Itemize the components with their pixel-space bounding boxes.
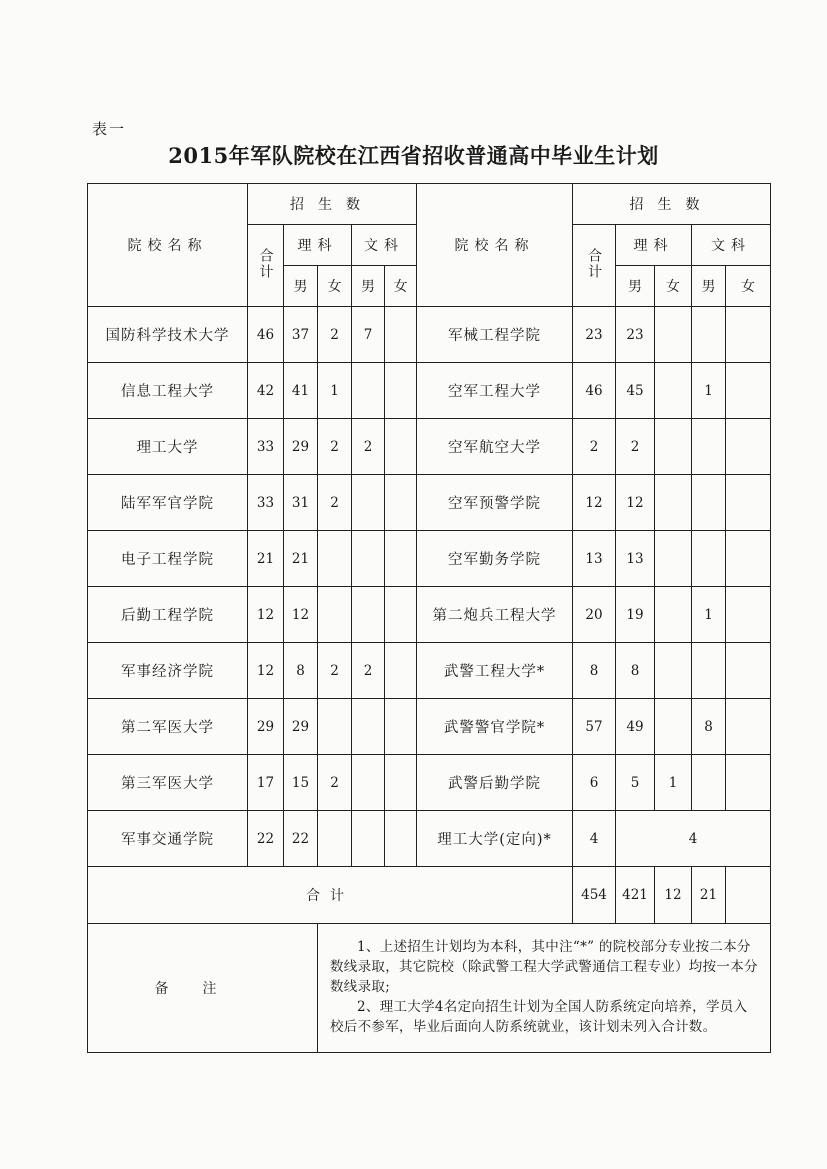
col-header-total-right: 合计 (573, 225, 616, 307)
col-header-arts-female-left: 女 (385, 266, 417, 307)
col-header-sci-male-left: 男 (284, 266, 318, 307)
count-total-left: 46 (248, 307, 284, 363)
count-sci-female-right: 1 (655, 755, 692, 811)
count-arts-female-right (726, 755, 771, 811)
table-row (88, 811, 771, 867)
grand-total-arts-male: 21 (692, 867, 726, 924)
count-arts-male-right: 1 (692, 363, 726, 419)
school-name-left: 理工大学 (88, 419, 248, 475)
count-total-right: 12 (573, 475, 616, 531)
school-name-left: 陆军军官学院 (88, 475, 248, 531)
col-header-school-right: 院校名称 (417, 184, 573, 307)
count-arts-female-right (726, 363, 771, 419)
table-row (88, 587, 771, 643)
count-arts-female-right (726, 699, 771, 755)
count-sci-female-right (655, 587, 692, 643)
count-arts-male-left (352, 475, 385, 531)
count-sci-male-left: 29 (284, 419, 318, 475)
school-name-right: 武警警官学院* (417, 699, 573, 755)
count-sci-male-left: 8 (284, 643, 318, 699)
count-total-right: 8 (573, 643, 616, 699)
col-header-sci-female-left: 女 (318, 266, 352, 307)
school-name-left: 军事经济学院 (88, 643, 248, 699)
count-sci-male-left: 21 (284, 531, 318, 587)
count-sci-male-right: 8 (616, 643, 655, 699)
col-header-enrollment-left: 招生数 (248, 184, 417, 225)
count-arts-female-left (385, 419, 417, 475)
school-name-right: 武警工程大学* (417, 643, 573, 699)
count-sci-female-left: 2 (318, 755, 352, 811)
col-header-arts-male-right: 男 (692, 266, 726, 307)
table-row (88, 531, 771, 587)
table-row (88, 699, 771, 755)
school-name-right: 理工大学(定向)* (417, 811, 573, 867)
count-arts-male-left (352, 811, 385, 867)
count-arts-male-left (352, 587, 385, 643)
count-total-left: 29 (248, 699, 284, 755)
grand-total-sci-female: 12 (655, 867, 692, 924)
grand-total-sci-male: 421 (616, 867, 655, 924)
school-name-right: 空军预警学院 (417, 475, 573, 531)
count-sci-female-left: 1 (318, 363, 352, 419)
count-arts-male-left: 7 (352, 307, 385, 363)
count-arts-male-left (352, 755, 385, 811)
school-name-right: 空军航空大学 (417, 419, 573, 475)
count-sci-male-right: 23 (616, 307, 655, 363)
count-arts-female-left (385, 531, 417, 587)
count-sci-male-left: 31 (284, 475, 318, 531)
col-header-science-left: 理科 (284, 225, 352, 266)
school-name-right: 军械工程学院 (417, 307, 573, 363)
note-line-2: 2、理工大学4名定向招生计划为全国人防系统定向培养，学员入校后不参军，毕业后面向人防系统就业，该计划未列入合计数。 (330, 999, 748, 1035)
count-total-left: 12 (248, 587, 284, 643)
table-row (88, 419, 771, 475)
count-arts-male-right (692, 307, 726, 363)
count-arts-female-left (385, 475, 417, 531)
school-name-right: 第二炮兵工程大学 (417, 587, 573, 643)
table-label: 表一 (92, 120, 127, 138)
count-sci-female-right (655, 699, 692, 755)
col-header-arts-male-left: 男 (352, 266, 385, 307)
count-sci-female-right (655, 643, 692, 699)
count-sci-female-left (318, 587, 352, 643)
count-sci-male-right: 45 (616, 363, 655, 419)
count-arts-female-left (385, 587, 417, 643)
count-arts-male-right (692, 755, 726, 811)
count-arts-male-right: 1 (692, 587, 726, 643)
count-total-left: 21 (248, 531, 284, 587)
grand-total-total: 454 (573, 867, 616, 924)
count-total-right: 6 (573, 755, 616, 811)
count-arts-male-right (692, 643, 726, 699)
count-total-right: 20 (573, 587, 616, 643)
count-arts-female-right (726, 419, 771, 475)
count-sci-male-right: 12 (616, 475, 655, 531)
col-header-school-left: 院校名称 (88, 184, 248, 307)
col-header-science-right: 理科 (616, 225, 692, 266)
count-total-left: 12 (248, 643, 284, 699)
count-total-right: 2 (573, 419, 616, 475)
table-row (88, 475, 771, 531)
grand-total-label: 合计 (88, 867, 573, 924)
count-arts-female-left (385, 363, 417, 419)
count-sci-male-right: 13 (616, 531, 655, 587)
count-total-left: 42 (248, 363, 284, 419)
count-total-left: 33 (248, 475, 284, 531)
count-arts-female-right (726, 587, 771, 643)
school-name-left: 国防科学技术大学 (88, 307, 248, 363)
count-sci-female-left (318, 699, 352, 755)
count-sci-female-left: 2 (318, 307, 352, 363)
col-header-total-left: 合计 (248, 225, 284, 307)
grand-total-arts-female (726, 867, 771, 924)
school-name-left: 后勤工程学院 (88, 587, 248, 643)
count-arts-female-left (385, 307, 417, 363)
count-arts-female-left (385, 643, 417, 699)
count-arts-male-left (352, 531, 385, 587)
count-sci-female-left: 2 (318, 643, 352, 699)
table-row (88, 363, 771, 419)
school-name-right: 空军工程大学 (417, 363, 573, 419)
count-arts-female-left (385, 811, 417, 867)
count-arts-male-left (352, 699, 385, 755)
count-arts-male-right (692, 475, 726, 531)
count-total-right: 46 (573, 363, 616, 419)
count-sci-female-right (655, 419, 692, 475)
notes-row (88, 924, 771, 1053)
count-arts-female-right (726, 307, 771, 363)
school-name-left: 电子工程学院 (88, 531, 248, 587)
count-total-left: 33 (248, 419, 284, 475)
count-total-left: 17 (248, 755, 284, 811)
count-arts-female-left (385, 755, 417, 811)
col-header-sci-male-right: 男 (616, 266, 655, 307)
count-sci-female-left: 2 (318, 419, 352, 475)
col-header-enrollment-right: 招生数 (573, 184, 771, 225)
count-sci-male-right: 49 (616, 699, 655, 755)
school-name-left: 军事交通学院 (88, 811, 248, 867)
col-header-arts-female-right: 女 (726, 266, 771, 307)
count-total-left: 22 (248, 811, 284, 867)
col-header-arts-right: 文科 (692, 225, 771, 266)
count-sci-female-right (655, 531, 692, 587)
count-sci-female-right (655, 475, 692, 531)
count-sci-male-left: 22 (284, 811, 318, 867)
count-sci-male-left: 12 (284, 587, 318, 643)
notes-label: 备注 (88, 924, 318, 1053)
col-header-sci-female-right: 女 (655, 266, 692, 307)
count-arts-female-right (726, 475, 771, 531)
col-header-arts-left: 文科 (352, 225, 417, 266)
note-line-1: 1、上述招生计划均为本科，其中注“*” 的院校部分专业按二本分数线录取，其它院校（除武警工程大学武警通信工程专业）均按一本分数线录取; (330, 939, 758, 995)
count-arts-male-left: 2 (352, 419, 385, 475)
count-total-right: 4 (573, 811, 616, 867)
count-arts-male-left: 2 (352, 643, 385, 699)
count-sci-male-left: 29 (284, 699, 318, 755)
count-arts-male-right (692, 419, 726, 475)
table-row (88, 307, 771, 363)
count-sci-female-left (318, 811, 352, 867)
count-sci-female-left (318, 531, 352, 587)
count-sci-male-right: 5 (616, 755, 655, 811)
table-row (88, 755, 771, 811)
count-arts-male-right (692, 531, 726, 587)
count-arts-male-left (352, 363, 385, 419)
grand-total-row (88, 867, 771, 924)
school-name-left: 信息工程大学 (88, 363, 248, 419)
count-sci-female-left: 2 (318, 475, 352, 531)
header-row-1 (88, 184, 771, 225)
count-total-right: 23 (573, 307, 616, 363)
count-sci-male-left: 15 (284, 755, 318, 811)
count-sci-male-right: 2 (616, 419, 655, 475)
school-name-left: 第三军医大学 (88, 755, 248, 811)
count-sci-male-left: 41 (284, 363, 318, 419)
count-sci-male-right: 19 (616, 587, 655, 643)
school-name-right: 武警后勤学院 (417, 755, 573, 811)
count-arts-female-right (726, 531, 771, 587)
count-merged-right: 4 (616, 811, 771, 867)
enrollment-plan-table (87, 183, 771, 1053)
page-title: 2015年军队院校在江西省招收普通高中毕业生计划 (168, 143, 659, 168)
count-sci-male-left: 37 (284, 307, 318, 363)
count-total-right: 57 (573, 699, 616, 755)
school-name-right: 空军勤务学院 (417, 531, 573, 587)
notes-content (318, 924, 771, 1053)
table-row (88, 643, 771, 699)
count-arts-female-right (726, 643, 771, 699)
count-arts-male-right: 8 (692, 699, 726, 755)
count-sci-female-right (655, 307, 692, 363)
count-sci-female-right (655, 363, 692, 419)
count-total-right: 13 (573, 531, 616, 587)
school-name-left: 第二军医大学 (88, 699, 248, 755)
count-arts-female-left (385, 699, 417, 755)
